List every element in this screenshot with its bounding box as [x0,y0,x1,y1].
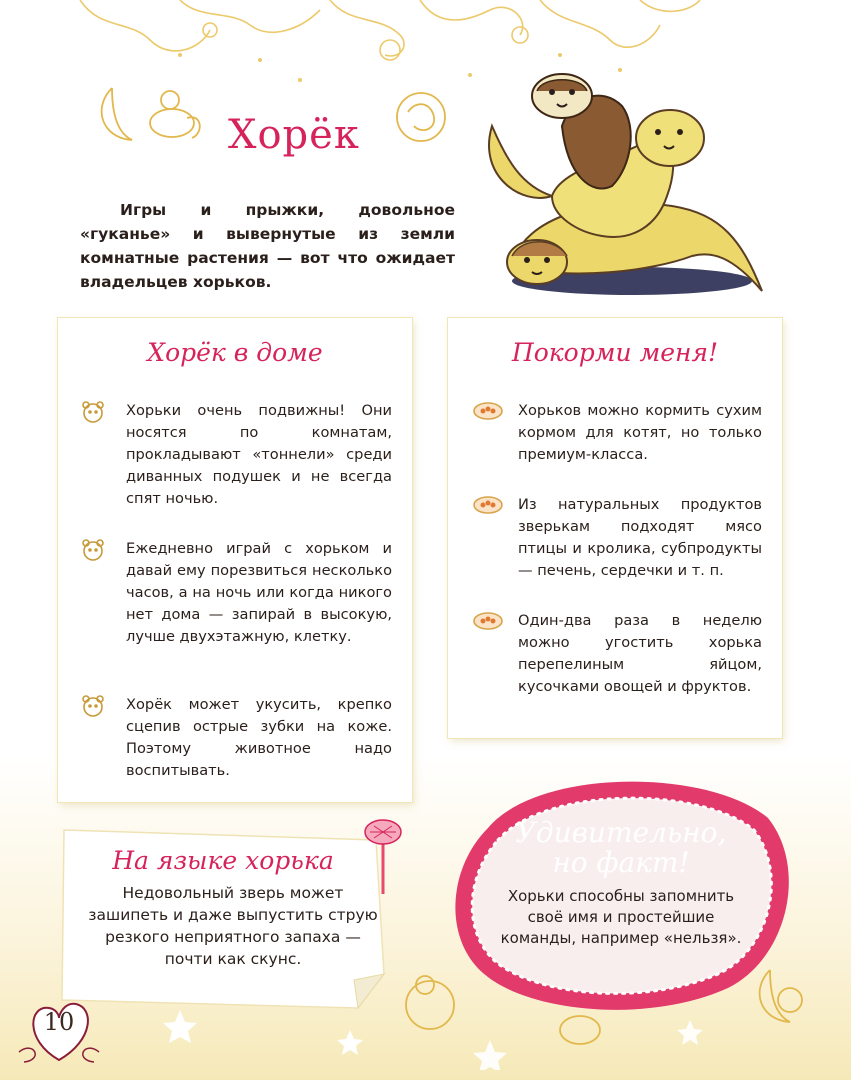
feed-card-title: Покорми меня! [511,338,719,367]
feed-item-1 [518,400,762,466]
stars-decoration [150,1000,400,1080]
fact-title-line-1: Удивительно, [515,816,727,849]
food-bowl-icon [472,400,504,422]
ferret-face-icon [80,694,106,718]
feed-item-2 [518,494,762,582]
home-item-2 [126,538,392,648]
page-title: Хорёк [228,112,360,158]
intro-paragraph: Игры и прыжки, довольное «гуканье» и вывернутые из земли комнатные растения — вот что ожидает владельцев хорьков. [80,201,455,291]
home-item-3 [126,694,392,782]
home-item-3-text: Хорёк может укусить, крепко сцепив острые зубки на коже. Поэтому животное надо воспитывать. [126,696,392,779]
page-number: 10 [43,1008,75,1036]
feed-item-2-text: Из натуральных продуктов зверькам подходят мясо птицы и кролика, субпродукты — печень, сердечки и т. п. [518,496,762,579]
ferret-face-icon [80,538,106,562]
feed-item-3-text: Один-два раза в неделю можно угостить хорька перепелиным яйцом, кусочками овощей и фруктов. [518,612,762,695]
language-card-text: Недовольный зверь может зашипеть и даже выпустить струю резкого неприятного запаха — почти как скунс. [88,884,378,968]
feed-item-3 [518,610,762,698]
feed-card [448,318,782,738]
home-item-1 [126,400,392,510]
food-bowl-icon [472,494,504,516]
food-bowl-icon [472,610,504,632]
language-card-title: На языке хорька [112,846,334,875]
fact-text: Хорьки способны запомнить своё имя и простейшие команды, например «нельзя». [500,887,742,947]
fact-title-line-2: но факт! [552,846,690,879]
home-card [58,318,412,802]
moon-ferret-doodle [92,78,212,158]
home-item-2-text: Ежедневно играй с хорьком и давай ему порезвиться несколько часов, а на ночь или когда никого нет дома — запирай в высокую, лучше двухэтажную, клетку. [126,540,392,645]
ferret-face-icon [80,400,106,424]
home-card-title: Хорёк в доме [147,338,323,367]
feed-item-1-text: Хорьков можно кормить сухим кормом для котят, но только премиум-класса. [518,402,762,463]
home-item-1-text: Хорьки очень подвижны! Они носятся по комнатам, прокладывают «тоннели» среди диванных подушек и не всегда спят ночью. [126,402,392,507]
language-card [58,824,388,1014]
ferrets-illustration [482,66,782,306]
bottom-ferret-doodles [390,960,830,1070]
